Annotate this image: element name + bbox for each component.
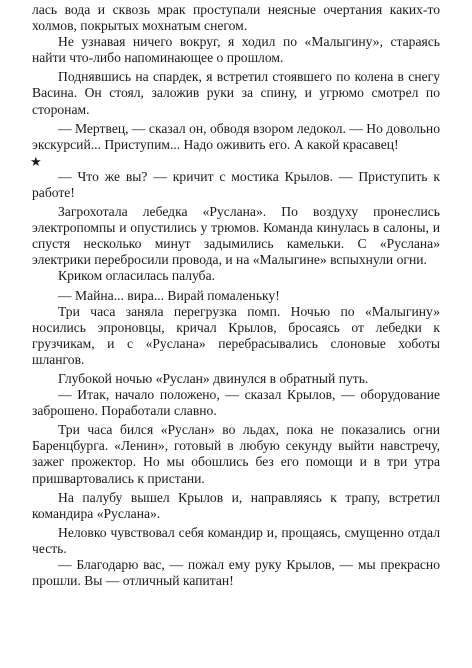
- paragraph-maina-vira: — Майна... вира... Вирай помаленьку!: [58, 287, 280, 303]
- paragraph-return-trip: Глубокой ночью «Руслан» двинулся в обратный путь.: [58, 370, 369, 386]
- paragraph-thanks: — Благодарю вас, — пожал ему руку Крылов, — мы прекрасно прошли. Вы — отличный капитан!: [32, 557, 440, 589]
- paragraph-equipment-delivered: — Итак, начало положено, — сказал Крылов, — оборудование заброшено. Поработали славно.: [32, 387, 440, 419]
- paragraph-wandering: Не узнавая ничего вокруг, я ходил по «Малыгину», стараясь найти что-либо напоминающее о прошлом.: [32, 34, 440, 66]
- page-text-column: [32, 2, 440, 589]
- paragraph-krylov-command: — Что же вы? — кричит с мостика Крылов. — Приступить к работе!: [32, 168, 440, 200]
- paragraph-continued: лась вода и сквозь мрак проступали неясные очертания каких-то холмов, покрытых мохнатым снегом.: [32, 2, 440, 34]
- paragraph-deck-shout: Криком огласилась палуба.: [58, 268, 216, 284]
- section-break-star: ★: [30, 153, 42, 169]
- paragraph-spardek: Поднявшись на спардек, я встретил стоявшего по колена в снегу Васина. Он стоял, заложив руки за спину, и угрюмо смотрел по сторонам.: [32, 69, 440, 117]
- paragraph-pump-transfer: Три часа заняла перегрузка помп. Ночью по «Малыгину» носились эпроновцы, кричал Крылов, бросаясь от лебедки к грузчикам, и с «Руслана» перебрасывались слоновые хоботы шлангов.: [32, 303, 440, 367]
- paragraph-commander-salute: Неловко чувствовал себя командир и, прощаясь, смущенно отдал честь.: [32, 524, 440, 556]
- paragraph-krylov-on-deck: На палубу вышел Крылов и, направляясь к трапу, встретил командира «Руслана».: [32, 489, 440, 521]
- paragraph-ice-struggle: Три часа бился «Руслан» во льдах, пока не показались огни Баренцбурга. «Ленин», готовый в любую секунду выйти навстречу, зажег прожектор. Но мы обошлись без его помощи и в три утра пришвартовались к пристани.: [32, 422, 440, 486]
- paragraph-dead-ship: — Мертвец, — сказал он, обводя взором ледокол. — Но довольно экскурсий... Приступим... Надо оживить его. А какой красавец!: [32, 120, 440, 152]
- paragraph-winch: Загрохотала лебедка «Руслана». По воздуху пронеслись электропомпы и опустились у трюмов. Команда кинулась в салоны, и спустя несколько минут задымились камельки. С «Руслана» электрики перебросили провода, и на «Малыгине» вспыхнули огни.: [32, 204, 440, 268]
